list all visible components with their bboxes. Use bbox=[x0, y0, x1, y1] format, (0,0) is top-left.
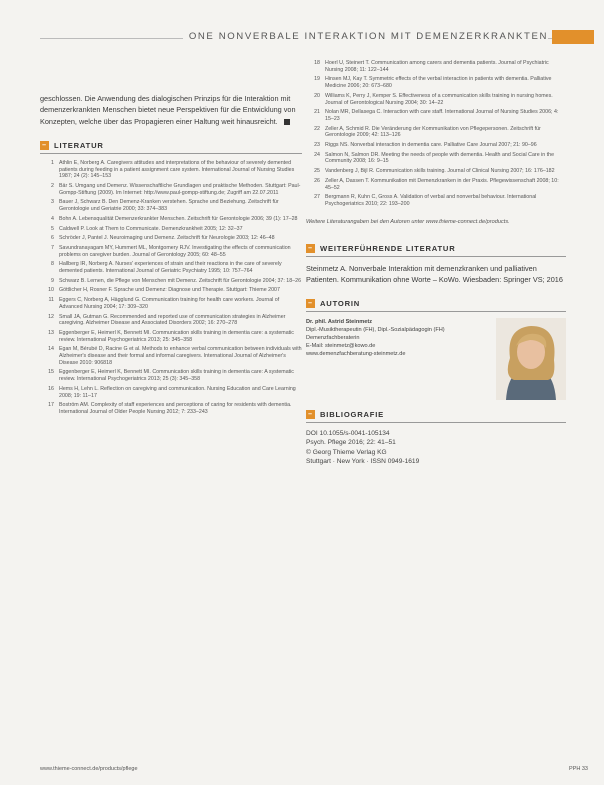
reference-text: Eggenberger E, Heimerl K, Bennett MI. Communication skills training in dementia care: a systematic review. International Psychogeriatrics 2013; 25: 345–358 bbox=[59, 329, 294, 343]
reference-item bbox=[306, 142, 566, 149]
biblio-issn: Stuttgart · New York · ISSN 0949-1619 bbox=[306, 458, 420, 466]
reference-number: 19 bbox=[314, 76, 320, 83]
reference-item bbox=[40, 402, 302, 415]
minus-icon: – bbox=[306, 410, 315, 419]
portrait-icon bbox=[496, 318, 566, 400]
reference-text: Hallberg IR, Norberg A. Nurses' experiences of strain and their reactions in the care of severely demented patients. International Journal of Geriatric Psychiatry 1995; 10: 757–764 bbox=[59, 261, 282, 275]
left-column bbox=[40, 60, 302, 419]
reference-list-left bbox=[40, 160, 302, 416]
reference-item bbox=[40, 160, 302, 180]
reference-item bbox=[306, 194, 566, 207]
literature-heading bbox=[40, 141, 302, 154]
biblio-doi: DOI 10.1055/s-0041-105134 bbox=[306, 429, 390, 437]
reference-number: 25 bbox=[314, 168, 320, 175]
reference-item bbox=[40, 261, 302, 274]
reference-item bbox=[306, 93, 566, 106]
reference-item bbox=[40, 287, 302, 294]
further-reading-heading bbox=[306, 244, 566, 257]
header-title: ONE NONVERBALE INTERAKTION MIT DEMENZERKRANKTEN bbox=[183, 31, 548, 42]
reference-item bbox=[40, 245, 302, 258]
further-reading-title: WEITERFÜHRENDE LITERATUR bbox=[320, 243, 456, 253]
reference-text: Eggenberger E, Heimerl K, Bennett MI. Communication skills training in dementia care: A systematic review. International Psychogeriatrics 2013; 25 (3): 345–358 bbox=[59, 369, 294, 383]
intro-text: geschlossen. Die Anwendung des dialogischen Prinzips für die Interaktion mit demenzerkrankten Menschen bietet neue Perspektiven für die Entwicklung von Konzepten, welche über das Propagieren einer Haltung weit hinausreicht. bbox=[40, 94, 296, 126]
reference-text: Egan M, Bérubé D, Racine G et al. Methods to enhance verbal communication between individuals with Alzheimer's disease and their formal and informal caregivers. International Journal of Alzheimer's Disease 2010: 906818 bbox=[59, 346, 302, 366]
reference-item bbox=[40, 183, 302, 196]
reference-item bbox=[40, 235, 302, 242]
reference-text: Riggs NS. Nonverbal interaction in dementia care. Palliative Care Journal 2007; 21: 90–96 bbox=[325, 142, 537, 149]
further-reading-text: Steinmetz A. Nonverbale Interaktion mit demenzkranken und palliativen Patienten. Kommunikation ohne Worte – KoWo. Wiesbaden: Springer VS; 2016 bbox=[306, 263, 563, 284]
intro-paragraph bbox=[40, 93, 302, 127]
reference-number: 14 bbox=[48, 346, 54, 353]
author-website: www.demenzfachberatung-steinmetz.de bbox=[306, 350, 406, 357]
bibliography-title: BIBLIOGRAFIE bbox=[320, 409, 385, 419]
biblio-journal: Psych. Pflege 2016; 22: 41–51 bbox=[306, 439, 396, 447]
footer-url: www.thieme-connect.de/products/pflege bbox=[40, 766, 138, 772]
reference-text: Zeller A, Dassen T. Kommunikation mit Demenzkranken in der Praxis. Pflegewissenschaft 2008; 10: 45–52 bbox=[325, 177, 559, 191]
reference-text: Nolan MR, Dellasega C. Interaction with care staff. International Journal of Nursing Studies 2006; 4: 15–23 bbox=[325, 109, 559, 122]
reference-item bbox=[40, 369, 302, 382]
reference-number: 1 bbox=[51, 159, 54, 166]
reference-item bbox=[40, 346, 302, 366]
author-role: Demenzfachberaterin bbox=[306, 334, 360, 341]
author-heading bbox=[306, 299, 566, 312]
reference-text: Schwarz B. Lernen, die Pflege von Menschen mit Demenz. Zeitschrift für Gerontologie 2004; 37: 18–26 bbox=[59, 277, 302, 284]
reference-text: Bergmann R, Kuhn C, Gross A. Validation of verbal and nonverbal behaviour. International Psychogeriatrics 2010; 22: 193–200 bbox=[325, 194, 537, 207]
author-box bbox=[306, 318, 566, 400]
reference-number: 23 bbox=[314, 142, 320, 149]
reference-item bbox=[306, 168, 566, 175]
reference-text: Bohn A. Lebensqualität Demenzerkrankter Menschen. Zeitschrift für Gerontologie 2006; 39 (1): 17–28 bbox=[59, 215, 298, 222]
reference-text: Göttlicher H, Rosner F. Sprache und Demenz: Diagnose und Therapie. Stuttgart: Thieme 2007 bbox=[59, 287, 280, 294]
reference-item bbox=[40, 297, 302, 310]
reference-text: Hoerl U, Steinert T. Communication among carers and dementia patients. Journal of Psychiatric Nursing 2008; 11: 122–144 bbox=[325, 60, 549, 73]
reference-item bbox=[306, 178, 566, 191]
reference-item bbox=[40, 216, 302, 223]
reference-text: Small JA, Gutman G. Recommended and reported use of communication strategies in Alzheimer caregiving. Alzheimer Disease and Associated Disorders 2002; 16: 270–278 bbox=[59, 313, 286, 327]
reference-number: 21 bbox=[314, 109, 320, 116]
reference-text: Caldwell P. Look at Them to Communicate. Demenzkrankheit 2005; 12: 32–37 bbox=[59, 225, 243, 232]
minus-icon: – bbox=[306, 244, 315, 253]
reference-item bbox=[40, 314, 302, 327]
reference-text: Williams K, Perry J, Kemper S. Effectiveness of a communication skills training in nursing homes. Journal of Gerontological Nursing 2004; 30: 14–22 bbox=[325, 92, 553, 106]
reference-list-right bbox=[306, 60, 566, 208]
reference-text: Bär S. Umgang und Demenz. Wissenschaftliche Grundlagen und praktische Methoden. Stuttgart: Paul-Gompp-Stiftung (2009). Im Internet: http://www.paul-gompp-stiftung.de; Zugriff am 22.07.2011 bbox=[59, 183, 301, 196]
reference-number: 11 bbox=[48, 297, 54, 304]
reference-text: Hinsen MJ, Kay T. Symmetric effects of the verbal interaction in patients with dementia. Palliative Medicine 2006; 20: 673–680 bbox=[325, 76, 552, 90]
reference-number: 10 bbox=[48, 287, 54, 294]
reference-text: Eggers C, Norberg A, Hägglund G. Communication training for health care workers. Journal of Advanced Nursing 2004; 17: 309–320 bbox=[59, 297, 280, 310]
minus-icon: – bbox=[306, 299, 315, 308]
author-degree: Dipl.-Musiktherapeutin (FH), Dipl.-Sozialpädagogin (FH) bbox=[306, 326, 445, 333]
reference-text: Hems H, Lehn L. Reflection on caregiving and communication. Nursing Education and Care Learning 2008; 19: 11–17 bbox=[59, 385, 296, 399]
reference-number: 2 bbox=[51, 183, 54, 189]
reference-number: 20 bbox=[314, 92, 320, 99]
reference-item bbox=[306, 109, 566, 122]
reference-number: 15 bbox=[48, 369, 54, 376]
reference-item bbox=[40, 199, 302, 212]
footer-page: PPH 33 bbox=[569, 766, 588, 772]
reference-text: Savundranayagam MY, Hummert ML, Montgomery RJV. Investigating the effects of communication problems on caregiver burden. Journal of Gerontology 2005; 60: 48–55 bbox=[59, 244, 291, 258]
reference-number: 12 bbox=[48, 313, 54, 320]
author-info bbox=[306, 318, 490, 400]
header-color-tab bbox=[552, 30, 594, 44]
reference-item bbox=[40, 226, 302, 233]
reference-text: Zeller A, Schmid R. Die Veränderung der Kommunikation von Pflegepersonen. Zeitschrift für Gerontologie 2009; 42: 113–126 bbox=[325, 125, 541, 139]
reference-number: 6 bbox=[51, 235, 54, 242]
literature-title: LITERATUR bbox=[54, 140, 104, 150]
author-email: E-Mail: steinmetz@kowo.de bbox=[306, 342, 376, 349]
reference-item bbox=[306, 152, 566, 165]
reference-number: 22 bbox=[314, 125, 320, 132]
end-mark-icon bbox=[284, 119, 290, 125]
running-header bbox=[0, 28, 604, 48]
reference-number: 27 bbox=[314, 194, 320, 201]
reference-number: 5 bbox=[51, 225, 54, 232]
bibliography-heading bbox=[306, 410, 566, 423]
reference-item bbox=[306, 60, 566, 73]
reference-number: 17 bbox=[48, 402, 54, 409]
reference-number: 3 bbox=[51, 199, 54, 206]
reference-number: 4 bbox=[51, 215, 54, 222]
author-photo bbox=[496, 318, 566, 400]
right-column bbox=[306, 60, 566, 467]
bibliography-block bbox=[306, 429, 566, 467]
reference-text: Bauer J, Schwarz B. Den Demenz-Kranken verstehen. Sprache und Beziehung. Zeitschrift für Gerontologie und Geriatrie 2000; 33: 374–383 bbox=[59, 199, 279, 213]
literature-note: Weitere Literaturangaben bei den Autoren unter www.thieme-connect.de/products. bbox=[306, 218, 510, 225]
minus-icon: – bbox=[40, 141, 49, 150]
reference-text: Boström AM. Complexity of staff experiences and perceptions of caring for residents with dementia. International Journal of Older People Nursing 2012; 7: 233–243 bbox=[59, 402, 292, 415]
reference-number: 8 bbox=[51, 261, 54, 268]
reference-number: 13 bbox=[48, 329, 54, 336]
reference-item bbox=[306, 126, 566, 139]
author-title: AUTORIN bbox=[320, 298, 361, 308]
reference-number: 26 bbox=[314, 177, 320, 184]
reference-item bbox=[40, 330, 302, 343]
reference-item bbox=[306, 76, 566, 89]
reference-number: 24 bbox=[314, 151, 320, 158]
reference-item bbox=[40, 386, 302, 399]
reference-number: 18 bbox=[314, 60, 320, 66]
biblio-publisher: © Georg Thieme Verlag KG bbox=[306, 448, 387, 456]
reference-text: Salmon N, Salmon DR. Meeting the needs of people with dementia. Health and Social Care in the Community 2008; 16: 9–15 bbox=[325, 151, 555, 165]
reference-number: 16 bbox=[48, 385, 54, 392]
reference-text: Schröder J, Pantel J. Neuroimaging und Demenz. Zeitschrift für Neurologie 2003; 12: 46–48 bbox=[59, 235, 275, 242]
reference-number: 7 bbox=[51, 244, 54, 251]
reference-text: Vandenberg J, Bijl R. Communication skills training. Journal of Clinical Nursing 2007; 16: 176–182 bbox=[325, 168, 555, 175]
reference-number: 9 bbox=[51, 277, 54, 284]
reference-item bbox=[40, 278, 302, 285]
reference-text: Athlin E, Norberg A. Caregivers attitudes and interpretations of the behaviour of severely demented patients during feeding in a patient assignment care system. International Journal of Nursing Studies 1987; 24 (2): 145–153 bbox=[59, 159, 295, 180]
author-name: Dr. phil. Astrid Steinmetz bbox=[306, 318, 372, 325]
